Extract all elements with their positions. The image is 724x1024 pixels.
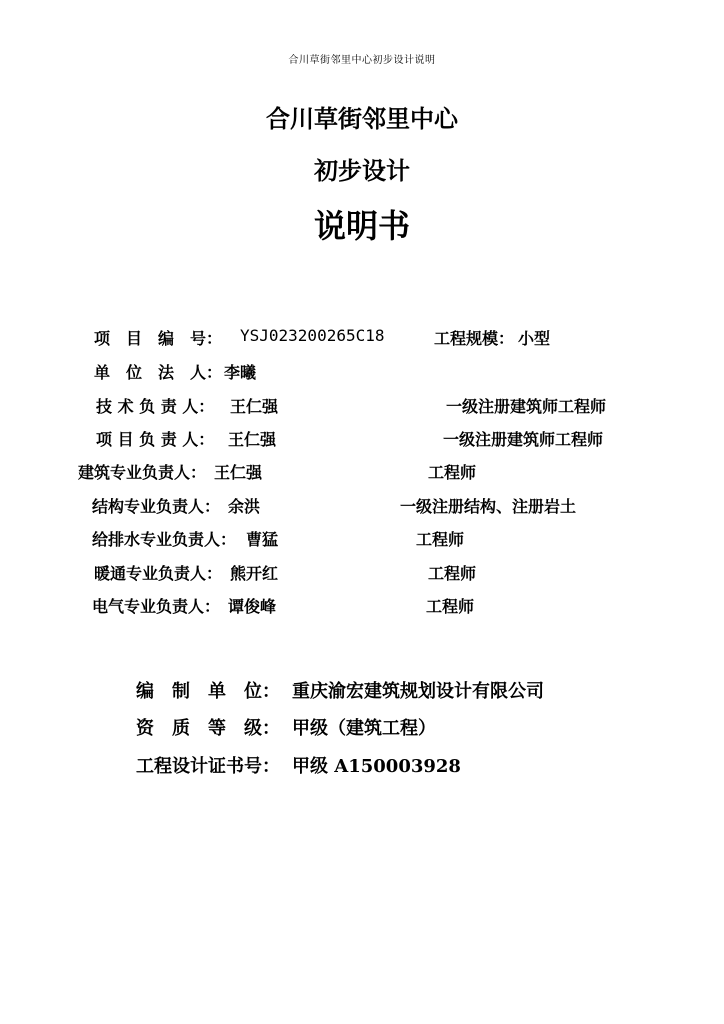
staff-label-structure: 结构专业负责人： [92,497,221,516]
project-scale-label: 工程规模： [434,329,515,348]
company-unit-value: 重庆渝宏建筑规划设计有限公司 [292,681,544,702]
staff-name-hvac: 熊开红 [230,564,279,583]
staff-name-plumbing: 曹猛 [246,530,279,549]
company-cert-value: 甲级 A150003928 [292,756,461,777]
project-number-label: 项 目 编 号： [94,329,223,348]
staff-name-electrical: 谭俊峰 [228,597,277,616]
staff-title-electrical: 工程师 [426,597,475,616]
staff-label-plumbing: 给排水专业负责人： [92,530,237,549]
company-grade-label: 资 质 等 级： [136,718,280,739]
staff-label-project: 项 目 负 责 人： [96,430,215,449]
project-number-value: YSJ023200265C18 [240,326,385,345]
company-grade-value: 甲级（建筑工程） [292,718,436,739]
staff-name-technical: 王仁强 [230,397,279,416]
staff-label-architecture: 建筑专业负责人： [78,463,207,482]
staff-name-project: 王仁强 [228,430,277,449]
project-scale-value: 小型 [518,329,551,348]
company-cert-label: 工程设计证书号： [136,756,280,777]
running-header: 合川草街邻里中心初步设计说明 [288,55,436,66]
staff-label-electrical: 电气专业负责人： [92,597,221,616]
staff-title-structure: 一级注册结构、注册岩土 [400,497,577,516]
company-unit-label: 编 制 单 位： [136,681,280,702]
staff-title-plumbing: 工程师 [416,530,465,549]
staff-title-technical: 一级注册建筑师工程师 [446,397,607,416]
document-title-line-1: 合川草街邻里中心 [266,104,458,133]
staff-name-architecture: 王仁强 [214,463,263,482]
document-title-line-2: 初步设计 [314,156,410,185]
document-title-line-3: 说明书 [313,207,410,245]
staff-title-project: 一级注册建筑师工程师 [443,430,604,449]
legal-rep-value: 李曦 [224,363,257,382]
staff-title-hvac: 工程师 [428,564,477,583]
legal-rep-label: 单 位 法 人： [94,363,223,382]
staff-label-hvac: 暖通专业负责人： [94,564,223,583]
staff-name-structure: 余洪 [228,497,261,516]
staff-label-technical: 技 术 负 责 人： [96,397,215,416]
staff-title-architecture: 工程师 [428,463,477,482]
